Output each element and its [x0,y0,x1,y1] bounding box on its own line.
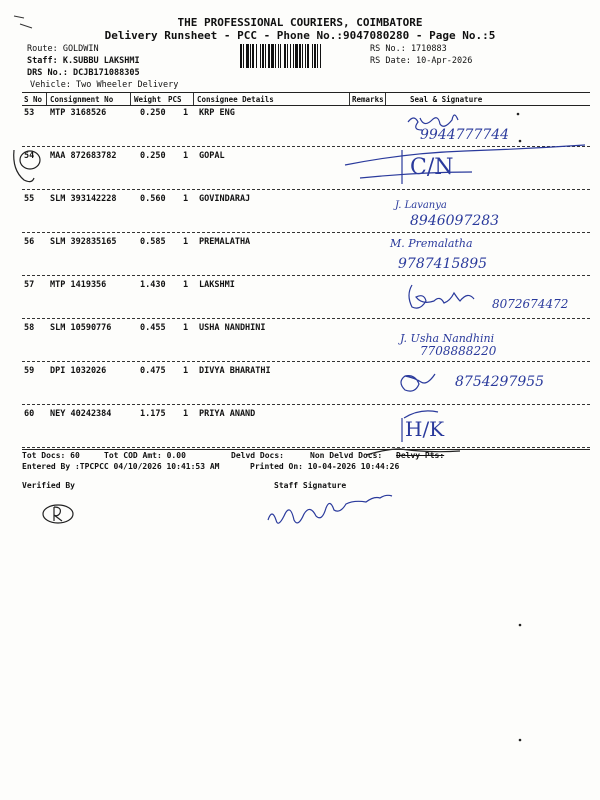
row-pcs: 1 [183,237,189,247]
row-consignment: NEY 40242384 [50,409,112,419]
row-consignee: GOVINDARAJ [199,194,251,204]
row-consignment: MAA 872683782 [50,151,117,161]
col-remarks: Remarks [352,95,384,104]
col-signature: Seal & Signature [410,95,483,104]
entered-by: Entered By :TPCPCC 04/10/2026 10:41:53 AM [22,462,220,471]
staff-signature-ink [268,495,392,523]
row-consignment: DPI 1032026 [50,366,107,376]
footer-rule [22,449,590,450]
row-pcs: 1 [183,108,189,118]
row-pcs: 1 [183,280,189,290]
handwriting-phone-58: 7708888220 [420,344,497,358]
row-pcs: 1 [183,194,189,204]
row-consignment: SLM 393142228 [50,194,117,204]
row-consignment: MTP 1419356 [50,280,107,290]
row-weight: 0.250 [140,108,166,118]
row-weight: 0.455 [140,323,166,333]
row-weight: 0.250 [140,151,166,161]
signature-57 [409,285,474,308]
staff: Staff: K.SUBBU LAKSHMI [27,56,140,66]
row-weight: 1.430 [140,280,166,290]
tot-docs: Tot Docs: 60 [22,451,80,460]
row-sno: 59 [24,366,35,376]
row-consignee: PRIYA ANAND [199,409,256,419]
row-sno: 60 [24,409,35,419]
signature-53 [408,115,458,130]
row-consignee: GOPAL [199,151,225,161]
route: Route: GOLDWIN [27,44,99,54]
handwriting-phone-57: 8072674472 [492,297,569,311]
staff-signature-label: Staff Signature [274,481,347,490]
handwriting-phone-56: 9787415895 [398,256,488,272]
row-pcs: 1 [183,151,189,161]
row-sno: 55 [24,194,35,204]
rs-date: RS Date: 10-Apr-2026 [370,56,473,66]
col-consignee: Consignee Details [197,95,274,104]
row-consignment: SLM 392835165 [50,237,117,247]
col-pcs: PCS [168,95,182,104]
vehicle: Vehicle: Two Wheeler Delivery [30,80,179,90]
handwriting-phone-55: 8946097283 [410,213,500,229]
tot-cod: Tot COD Amt: 0.00 [104,451,186,460]
col-sno: S No [24,95,43,104]
handwriting-hk-60: H/K [405,417,445,441]
signature-59 [401,374,435,391]
row-sno: 57 [24,280,35,290]
row-consignee: KRP ENG [199,108,235,118]
row-pcs: 1 [183,366,189,376]
circle-mark-54 [20,151,40,169]
row-sno: 58 [24,323,35,333]
handwriting-name-56: M. Premalatha [390,237,473,250]
row-pcs: 1 [183,323,189,333]
rs-number: RS No.: 1710883 [370,44,447,54]
row-consignment: MTP 3168526 [50,108,107,118]
row-weight: 1.175 [140,409,166,419]
row-weight: 0.560 [140,194,166,204]
verified-by: Verified By [22,481,75,490]
row-consignee: DIVYA BHARATHI [199,366,271,376]
row-consignee: LAKSHMI [199,280,235,290]
company-name: THE PROFESSIONAL COURIERS, COIMBATORE [177,16,423,29]
row-consignment: SLM 10590776 [50,323,112,333]
handwriting-name-58: J. Usha Nandhini [400,332,495,345]
delvd-docs: Delvd Docs: [231,451,284,460]
printed-on: Printed On: 10-04-2026 10:44:26 [250,462,400,471]
drs-number: DRS No.: DCJB171088305 [27,68,140,78]
row-consignee: PREMALATHA [199,237,251,247]
row-weight: 0.475 [140,366,166,376]
delvy-pts: Delvy Pts: [396,451,445,460]
handwriting-name-55: J. Lavanya [395,200,447,211]
handwriting-phone-59: 8754297955 [455,374,545,390]
handwriting-cn-54: C/N [410,155,454,180]
row-sno: 53 [24,108,35,118]
row-sno: 54 [24,151,35,161]
non-delvd-docs: Non Delvd Docs: [310,451,383,460]
row-pcs: 1 [183,409,189,419]
col-weight: Weight [134,95,162,104]
col-consignment: Consignment No [50,95,114,104]
row-consignee: USHA NANDHINI [199,323,266,333]
row-weight: 0.585 [140,237,166,247]
row-sno: 56 [24,237,35,247]
runsheet-title: Delivery Runsheet - PCC - Phone No.:9047080280 - Page No.:5 [104,29,496,42]
handwriting-phone-53: 9944777744 [420,127,510,143]
